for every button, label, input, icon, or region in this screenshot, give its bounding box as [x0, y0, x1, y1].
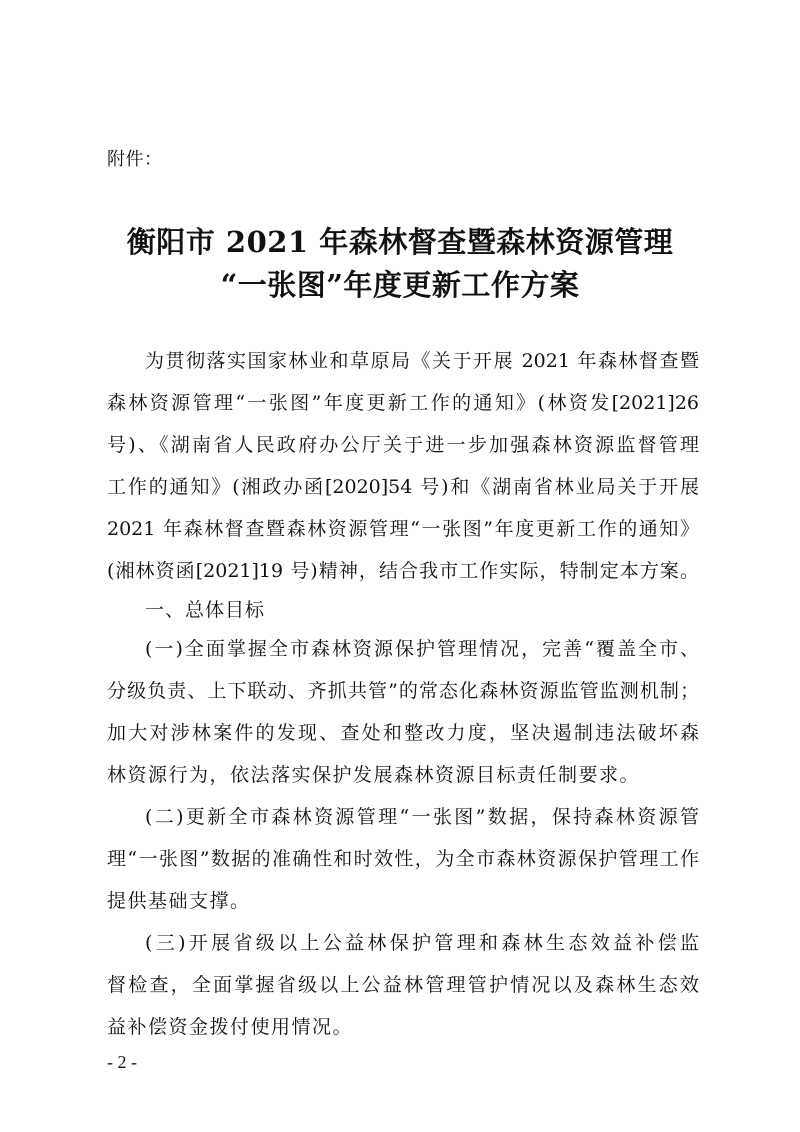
intro-paragraph-line: (湘林资函[2021]19 号)精神，结合我市工作实际，特制定本方案。	[107, 560, 699, 582]
goal-item-1-line: (一)全面掌握全市森林资源保护管理情况，完善“覆盖全市、	[145, 638, 699, 660]
attachment-label: 附件：	[107, 149, 163, 170]
page-number: - 2 -	[107, 1052, 137, 1072]
section-heading-overall-goals: 一、总体目标	[145, 599, 266, 621]
intro-paragraph-line: 号)、《湖南省人民政府办公厅关于进一步加强森林资源监督管理	[107, 434, 699, 456]
goal-item-2-line: 提供基础支撑。	[107, 890, 251, 912]
intro-paragraph-line: 2021 年森林督查暨森林资源管理“一张图”年度更新工作的通知》	[107, 518, 699, 540]
document-title-line-1: 衡阳市 2021 年森林督查暨森林资源管理	[126, 225, 674, 259]
intro-paragraph-line: 工作的通知》(湘政办函[2020]54 号)和《湖南省林业局关于开展	[107, 476, 699, 498]
goal-item-1-line: 分级负责、上下联动、齐抓共管”的常态化森林资源监管监测机制；	[107, 680, 699, 702]
goal-item-2-line: 理“一张图”数据的准确性和时效性，为全市森林资源保护管理工作	[107, 848, 699, 870]
goal-item-2-line: (二)更新全市森林资源管理“一张图”数据，保持森林资源管	[145, 806, 699, 828]
goal-item-3-line: 益补偿资金拨付使用情况。	[107, 1016, 354, 1038]
goal-item-3-line: 督检查，全面掌握省级以上公益林管理管护情况以及森林生态效	[107, 974, 699, 996]
goal-item-1-line: 林资源行为，依法落实保护发展森林资源目标责任制要求。	[107, 764, 641, 786]
intro-paragraph-line: 为贯彻落实国家林业和草原局《关于开展 2021 年森林督查暨	[145, 350, 699, 372]
goal-item-3-line: (三)开展省级以上公益林保护管理和森林生态效益补偿监	[145, 932, 699, 954]
goal-item-1-line: 加大对涉林案件的发现、查处和整改力度，坚决遏制违法破坏森	[107, 722, 699, 744]
intro-paragraph-line: 森林资源管理“一张图”年度更新工作的通知》(林资发[2021]26	[107, 392, 699, 414]
document-title-line-2: “一张图”年度更新工作方案	[220, 268, 580, 302]
